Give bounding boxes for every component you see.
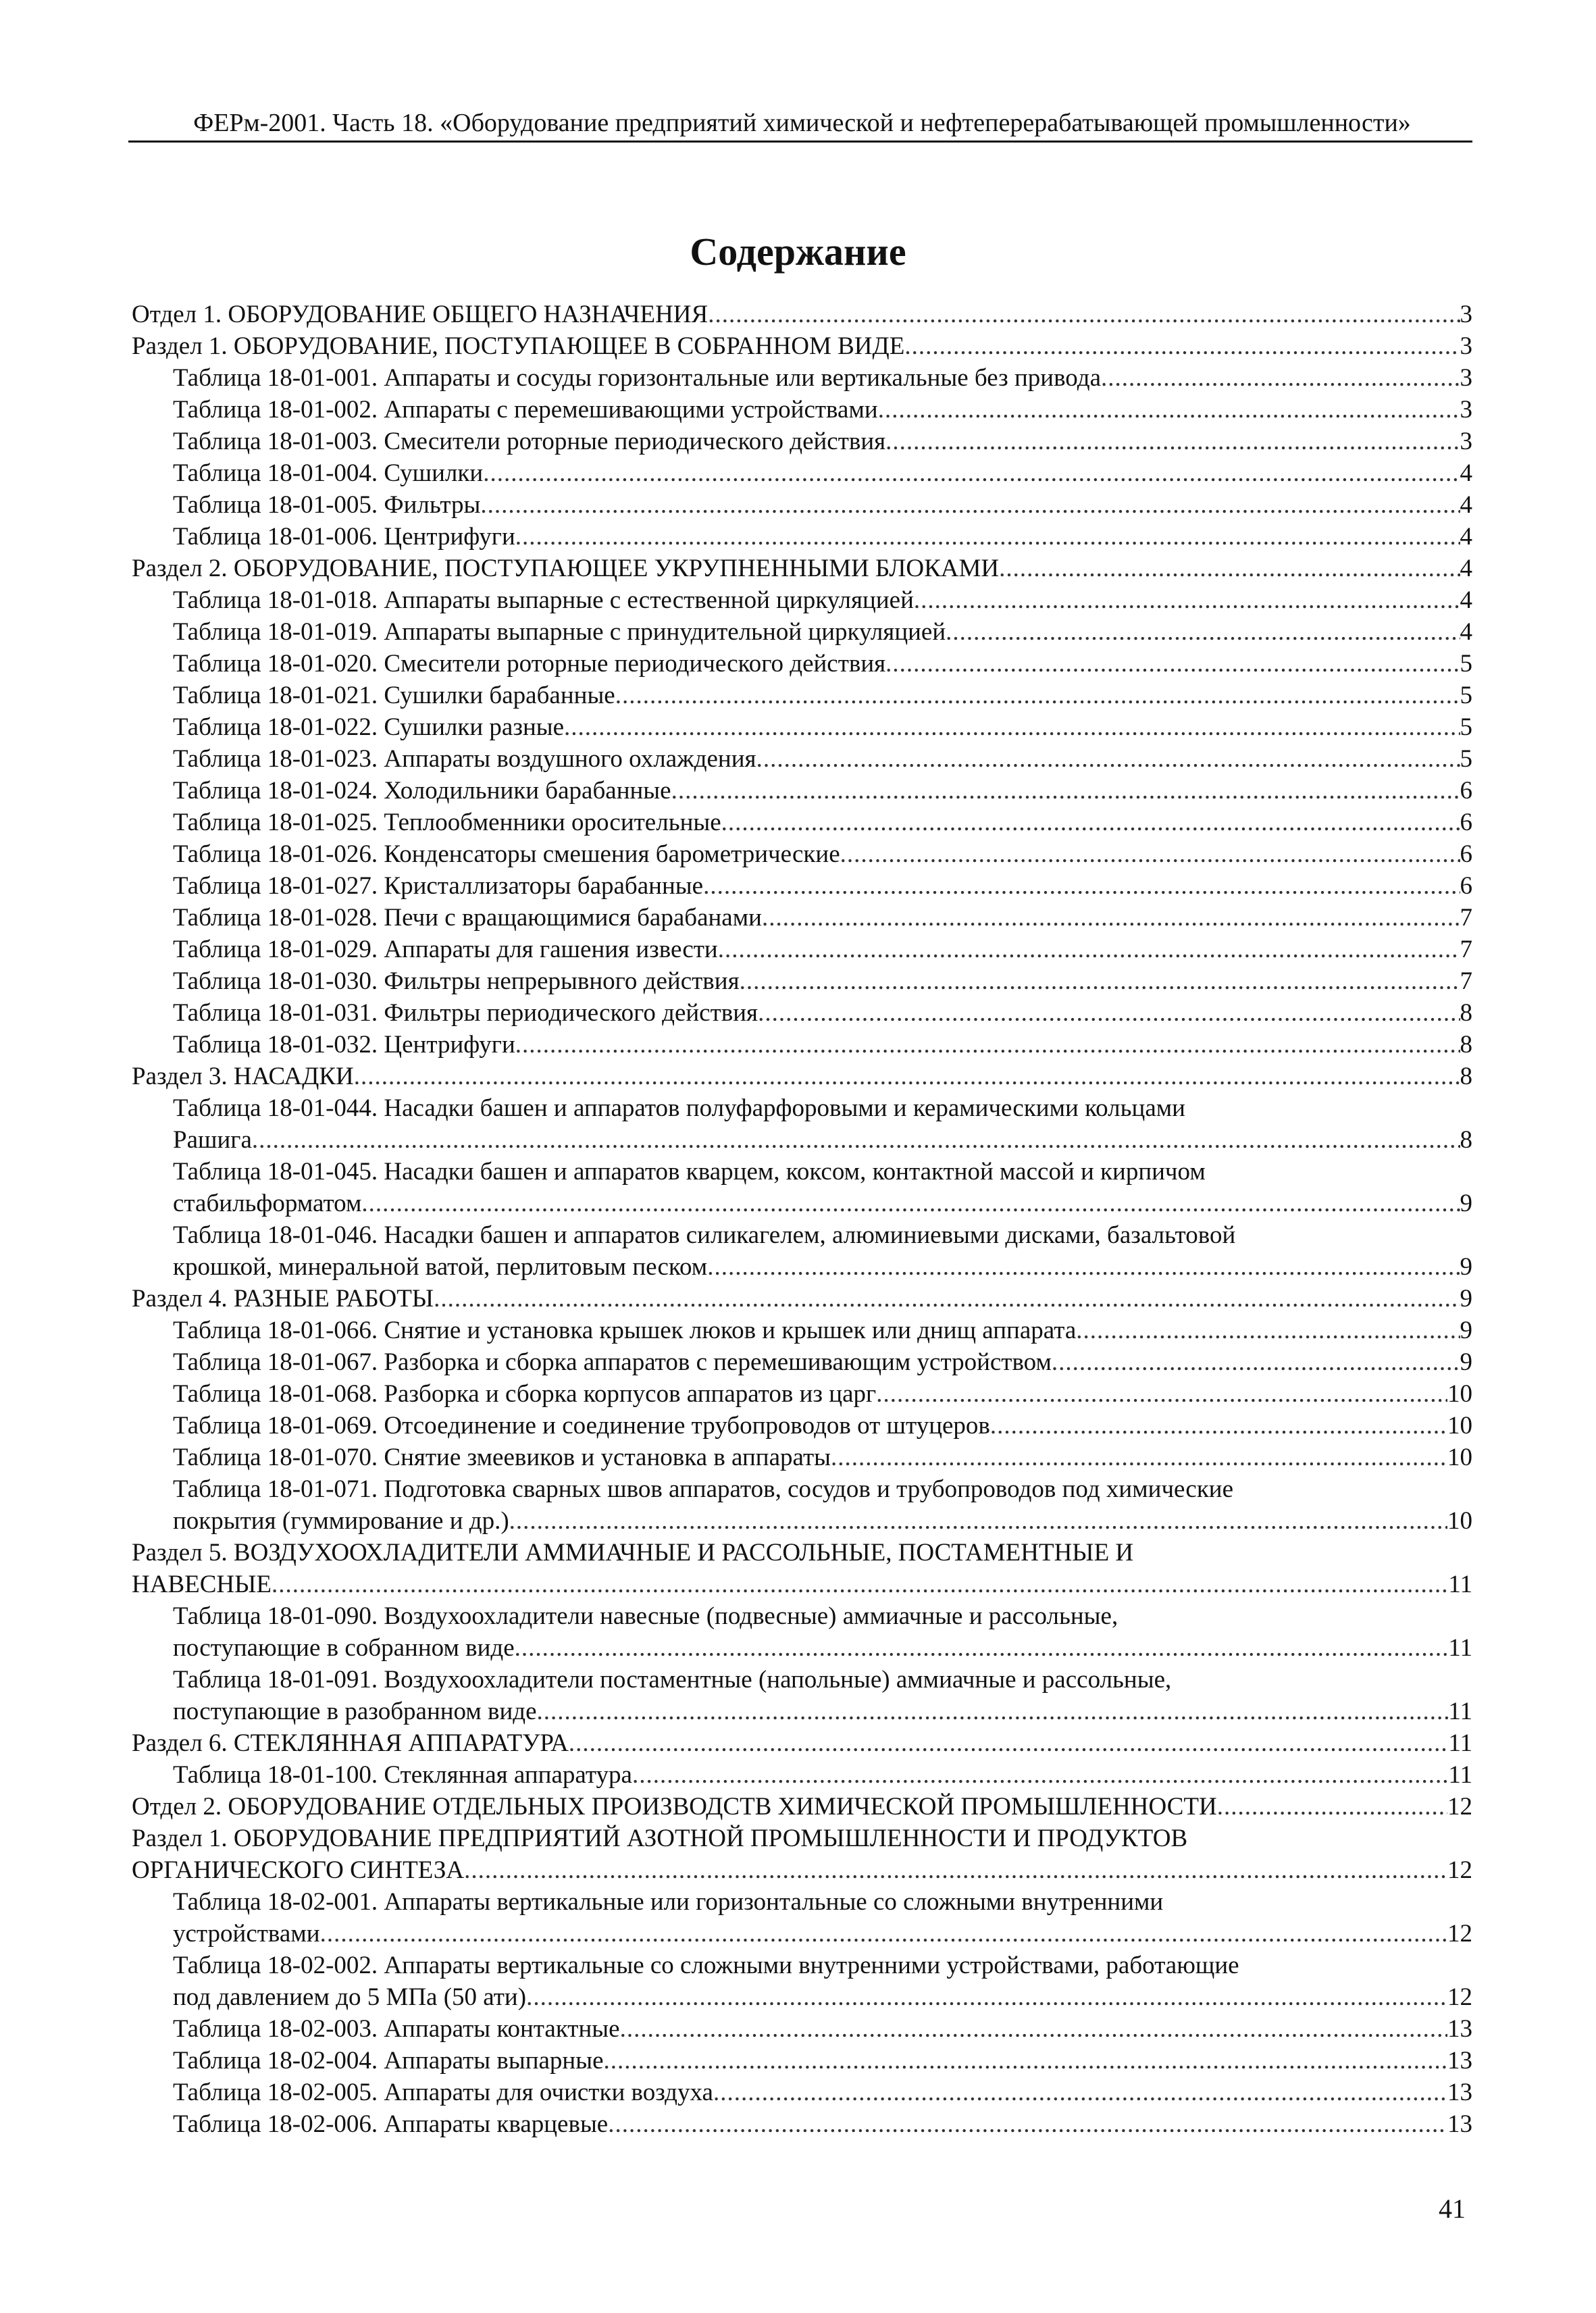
toc-page-number: 3 [1460, 428, 1472, 455]
dot-leader [718, 934, 1460, 965]
toc-entry-text: Таблица 18-01-005. Фильтры [173, 491, 481, 519]
toc-table-entry [0, 1378, 1596, 1410]
toc-line [0, 1664, 1472, 1696]
toc-entry-text: Таблица 18-02-002. Аппараты вертикальные со сложными внутренними устройствами, работающие [173, 1952, 1239, 1979]
toc-table-entry [0, 426, 1596, 457]
toc-line [0, 1696, 1472, 1727]
toc-page-number: 5 [1460, 650, 1472, 678]
toc-page-number: 6 [1460, 777, 1472, 805]
toc-line [0, 1759, 1472, 1791]
toc-table-entry [0, 743, 1596, 775]
toc-entry-text: Таблица 18-01-003. Смесители роторные периодического действия [173, 428, 886, 455]
toc-entry-text: Таблица 18-01-006. Центрифуги [173, 523, 515, 551]
toc-line [0, 362, 1472, 394]
toc-table-entry [0, 1092, 1596, 1156]
dot-leader [703, 870, 1460, 902]
dot-leader [707, 1251, 1460, 1283]
toc-page-number: 9 [1460, 1348, 1472, 1376]
toc-page-number: 4 [1460, 523, 1472, 551]
toc-table-entry [0, 1664, 1596, 1727]
toc-entry-text: НАВЕСНЫЕ [132, 1571, 272, 1598]
toc-line [0, 1442, 1472, 1473]
toc-section-entry [0, 299, 1596, 330]
dot-leader [708, 299, 1460, 330]
toc-entry-text: Таблица 18-02-006. Аппараты кварцевые [173, 2110, 609, 2138]
toc-section-entry [0, 330, 1596, 362]
dot-leader [483, 457, 1460, 489]
header-rule [128, 141, 1472, 143]
toc-table-entry [0, 521, 1596, 553]
toc-table-entry [0, 2045, 1596, 2077]
dot-leader [515, 1632, 1449, 1664]
toc-table-entry [0, 1950, 1596, 2013]
toc-entry-text: Таблица 18-01-027. Кристаллизаторы барабанные [173, 872, 704, 900]
toc-line [0, 1156, 1472, 1188]
dot-leader [1076, 1315, 1460, 1346]
toc-table-entry [0, 2108, 1596, 2140]
toc-line [0, 1315, 1472, 1346]
dot-leader [740, 965, 1460, 997]
toc-line [0, 1569, 1472, 1600]
toc-entry-text: покрытия (гуммирование и др.) [173, 1507, 509, 1535]
toc-entry-text: Таблица 18-02-005. Аппараты для очистки воздуха [173, 2079, 713, 2106]
toc-page-number: 13 [1447, 2015, 1472, 2043]
dot-leader [354, 1061, 1460, 1092]
toc-table-entry [0, 616, 1596, 648]
toc-line [0, 553, 1472, 584]
toc-section-entry [0, 1283, 1596, 1315]
toc-table-entry [0, 1759, 1596, 1791]
toc-table-entry [0, 2013, 1596, 2045]
toc-entry-text: Таблица 18-01-023. Аппараты воздушного охлаждения [173, 745, 756, 773]
toc-entry-text: Таблица 18-01-069. Отсоединение и соединение трубопроводов от штуцеров [173, 1412, 990, 1440]
toc-table-entry [0, 1156, 1596, 1219]
toc-entry-text: Таблица 18-01-001. Аппараты и сосуды горизонтальные или вертикальные без привода [173, 364, 1101, 392]
dot-leader [320, 1918, 1447, 1950]
toc-entry-text: под давлением до 5 МПа (50 ати) [173, 1983, 527, 2011]
toc-entry-text: Таблица 18-01-032. Центрифуги [173, 1031, 515, 1059]
toc-entry-text: поступающие в разобранном виде [173, 1698, 537, 1725]
dot-leader [537, 1696, 1449, 1727]
toc-line [0, 2045, 1472, 2077]
toc-page-number: 5 [1460, 682, 1472, 709]
toc-line [0, 521, 1472, 553]
dot-leader [272, 1569, 1448, 1600]
toc-entry-text: Таблица 18-01-045. Насадки башен и аппаратов кварцем, коксом, контактной массой и кирпичом [173, 1158, 1206, 1186]
toc-entry-text: Раздел 6. СТЕКЛЯННАЯ АППАРАТУРА [132, 1729, 569, 1757]
toc-line [0, 299, 1472, 330]
toc-line [0, 965, 1472, 997]
toc-line [0, 584, 1472, 616]
dot-leader [914, 584, 1460, 616]
toc-line [0, 1886, 1472, 1918]
toc-page-number: 4 [1460, 459, 1472, 487]
toc-line [0, 870, 1472, 902]
toc-entry-text: Раздел 1. ОБОРУДОВАНИЕ ПРЕДПРИЯТИЙ АЗОТНОЙ ПРОМЫШЛЕННОСТИ И ПРОДУКТОВ [132, 1825, 1188, 1852]
toc-page-number: 8 [1460, 1031, 1472, 1059]
toc-line [0, 2013, 1472, 2045]
toc-page-number: 11 [1448, 1761, 1472, 1789]
dot-leader [885, 426, 1460, 457]
toc-page-number: 7 [1460, 936, 1472, 963]
toc-entry-text: Таблица 18-02-003. Аппараты контактные [173, 2015, 620, 2043]
dot-leader [946, 616, 1460, 648]
toc-line [0, 2108, 1472, 2140]
toc-page-number: 11 [1448, 1729, 1472, 1757]
dot-leader [878, 394, 1460, 426]
toc-table-entry [0, 1886, 1596, 1950]
toc-entry-text: Таблица 18-01-066. Снятие и установка крышек люков и крышек или днищ аппарата [173, 1317, 1077, 1344]
toc-table-entry [0, 1029, 1596, 1061]
dot-leader [840, 838, 1460, 870]
toc-page-number: 13 [1447, 2110, 1472, 2138]
dot-leader [721, 807, 1460, 838]
dot-leader [904, 330, 1460, 362]
toc-line [0, 1283, 1472, 1315]
toc-page-number: 10 [1447, 1412, 1472, 1440]
toc-page-number: 9 [1460, 1190, 1472, 1217]
toc-line [0, 1378, 1472, 1410]
toc-line [0, 1505, 1472, 1537]
toc-entry-text: Таблица 18-02-001. Аппараты вертикальные или горизонтальные со сложными внутренними [173, 1888, 1164, 1916]
toc-line [0, 1124, 1472, 1156]
toc-line [0, 1981, 1472, 2013]
dot-leader [615, 680, 1460, 711]
toc-page-number: 6 [1460, 872, 1472, 900]
toc-entry-text: Таблица 18-02-004. Аппараты выпарные [173, 2047, 604, 2075]
dot-leader [758, 997, 1460, 1029]
toc-entry-text: Раздел 1. ОБОРУДОВАНИЕ, ПОСТУПАЮЩЕЕ В СОБРАННОМ ВИДЕ [132, 332, 905, 360]
page-title: Содержание [690, 230, 906, 274]
toc-page-number: 11 [1448, 1698, 1472, 1725]
toc-page-number: 9 [1460, 1253, 1472, 1281]
toc-line [0, 1727, 1472, 1759]
toc-entry-text: Таблица 18-01-021. Сушилки барабанные [173, 682, 615, 709]
toc-section-entry [0, 553, 1596, 584]
dot-leader [361, 1188, 1460, 1219]
toc-table-entry [0, 965, 1596, 997]
toc-line [0, 648, 1472, 680]
dot-leader [756, 743, 1460, 775]
toc-table-entry [0, 489, 1596, 521]
toc-line [0, 934, 1472, 965]
toc-table-entry [0, 680, 1596, 711]
toc-page-number: 6 [1460, 840, 1472, 868]
toc-page-number: 6 [1460, 809, 1472, 836]
toc-page-number: 10 [1447, 1507, 1472, 1535]
dot-leader [515, 521, 1460, 553]
toc-line [0, 711, 1472, 743]
dot-leader [604, 2045, 1447, 2077]
toc-entry-text: Таблица 18-01-071. Подготовка сварных швов аппаратов, сосудов и трубопроводов под химические [173, 1475, 1234, 1503]
toc-page-number: 11 [1448, 1571, 1472, 1598]
toc-page-number: 7 [1460, 967, 1472, 995]
toc-entry-text: Таблица 18-01-025. Теплообменники оросительные [173, 809, 721, 836]
dot-leader [999, 553, 1460, 584]
dot-leader [434, 1283, 1460, 1315]
toc-section-entry [0, 1061, 1596, 1092]
toc-entry-text: Таблица 18-01-024. Холодильники барабанные [173, 777, 671, 805]
toc-table-entry [0, 807, 1596, 838]
toc-entry-text: Таблица 18-01-029. Аппараты для гашения извести [173, 936, 718, 963]
toc-page-number: 10 [1447, 1444, 1472, 1471]
toc-entry-text: крошкой, минеральной ватой, перлитовым песком [173, 1253, 708, 1281]
toc-line [0, 489, 1472, 521]
toc-line [0, 1029, 1472, 1061]
toc-page-number: 3 [1460, 396, 1472, 424]
toc-entry-text: Таблица 18-01-070. Снятие змеевиков и установка в аппараты [173, 1444, 831, 1471]
toc-entry-text: Таблица 18-01-026. Конденсаторы смешения барометрические [173, 840, 840, 868]
dot-leader [762, 902, 1460, 934]
dot-leader [713, 2077, 1447, 2108]
toc-page-number: 12 [1447, 1856, 1472, 1884]
toc-line [0, 394, 1472, 426]
toc-page-number: 4 [1460, 491, 1472, 519]
toc-page-number: 3 [1460, 364, 1472, 392]
toc-entry-text: Таблица 18-01-018. Аппараты выпарные с естественной циркуляцией [173, 586, 914, 614]
toc-line [0, 680, 1472, 711]
running-header: ФЕРм-2001. Часть 18. «Оборудование предприятий химической и нефтеперерабатывающей промышленности» [193, 109, 1411, 137]
toc-entry-text: Таблица 18-01-004. Сушилки [173, 459, 484, 487]
toc-table-entry [0, 1600, 1596, 1664]
toc-entry-text: Таблица 18-01-044. Насадки башен и аппаратов полуфарфоровыми и керамическими кольцами [173, 1094, 1185, 1122]
toc-entry-text: Таблица 18-01-031. Фильтры периодического действия [173, 999, 758, 1027]
toc-table-entry [0, 838, 1596, 870]
toc-line [0, 1791, 1472, 1823]
toc-entry-text: Таблица 18-01-068. Разборка и сборка корпусов аппаратов из царг [173, 1380, 877, 1408]
toc-line [0, 1537, 1472, 1569]
toc-page-number: 11 [1448, 1634, 1472, 1662]
toc-page-number: 8 [1460, 999, 1472, 1027]
toc-entry-text: Таблица 18-01-091. Воздухоохладители постаментные (напольные) аммиачные и рассольные, [173, 1666, 1172, 1694]
toc-table-entry [0, 1410, 1596, 1442]
toc-entry-text: Отдел 2. ОБОРУДОВАНИЕ ОТДЕЛЬНЫХ ПРОИЗВОДСТВ ХИМИЧЕСКОЙ ПРОМЫШЛЕННОСТИ [132, 1793, 1217, 1821]
toc-table-entry [0, 648, 1596, 680]
toc-line [0, 1473, 1472, 1505]
toc-table-entry [0, 902, 1596, 934]
toc-page-number: 7 [1460, 904, 1472, 932]
dot-leader [876, 1378, 1447, 1410]
toc-line [0, 1632, 1472, 1664]
toc-page-number: 12 [1447, 1793, 1472, 1821]
toc-section-entry [0, 1727, 1596, 1759]
toc-entry-text: Раздел 2. ОБОРУДОВАНИЕ, ПОСТУПАЮЩЕЕ УКРУПНЕННЫМИ БЛОКАМИ [132, 555, 1000, 582]
toc-table-entry [0, 711, 1596, 743]
toc-entry-text: поступающие в собранном виде [173, 1634, 515, 1662]
toc-line [0, 1854, 1472, 1886]
toc-line [0, 743, 1472, 775]
toc-entry-text: ОРГАНИЧЕСКОГО СИНТЕЗА [132, 1856, 465, 1884]
toc-entry-text: Таблица 18-01-046. Насадки башен и аппаратов силикагелем, алюминиевыми дисками, базальтовой [173, 1221, 1236, 1249]
toc-entry-text: Таблица 18-01-020. Смесители роторные периодического действия [173, 650, 886, 678]
toc-entry-text: Раздел 3. НАСАДКИ [132, 1063, 354, 1090]
toc-line [0, 1346, 1472, 1378]
toc-line [0, 807, 1472, 838]
toc-table-entry [0, 934, 1596, 965]
toc-page-number: 8 [1460, 1063, 1472, 1090]
dot-leader [526, 1981, 1447, 2013]
dot-leader [620, 2013, 1447, 2045]
toc-line [0, 838, 1472, 870]
toc-table-entry [0, 1315, 1596, 1346]
toc-entry-text: Отдел 1. ОБОРУДОВАНИЕ ОБЩЕГО НАЗНАЧЕНИЯ [132, 301, 709, 328]
toc-table-entry [0, 1442, 1596, 1473]
toc-page-number: 4 [1460, 618, 1472, 646]
dot-leader [564, 711, 1460, 743]
page-number: 41 [1439, 2193, 1466, 2224]
toc-page-number: 5 [1460, 745, 1472, 773]
toc-table-entry [0, 2077, 1596, 2108]
toc-section-entry [0, 1791, 1596, 1823]
toc-line [0, 1918, 1472, 1950]
toc-line [0, 997, 1472, 1029]
dot-leader [1217, 1791, 1447, 1823]
toc-page-number: 12 [1447, 1920, 1472, 1948]
toc-section-entry [0, 1823, 1596, 1886]
toc-entry-text: Таблица 18-01-090. Воздухоохладители навесные (подвесные) аммиачные и рассольные, [173, 1602, 1118, 1630]
toc-entry-text: Раздел 4. РАЗНЫЕ РАБОТЫ [132, 1285, 434, 1313]
toc-page-number: 4 [1460, 586, 1472, 614]
toc-entry-text: Таблица 18-01-002. Аппараты с перемешивающими устройствами [173, 396, 878, 424]
toc-line [0, 902, 1472, 934]
toc-page-number: 9 [1460, 1317, 1472, 1344]
toc-line [0, 1092, 1472, 1124]
toc-entry-text: Таблица 18-01-019. Аппараты выпарные с принудительной циркуляцией [173, 618, 946, 646]
toc-table-entry [0, 870, 1596, 902]
toc-line [0, 1823, 1472, 1854]
toc-entry-text: Таблица 18-01-030. Фильтры непрерывного действия [173, 967, 740, 995]
dot-leader [885, 648, 1460, 680]
toc-page-number: 3 [1460, 301, 1472, 328]
toc-table-entry [0, 1219, 1596, 1283]
toc-line [0, 426, 1472, 457]
toc-line [0, 330, 1472, 362]
dot-leader [515, 1029, 1460, 1061]
toc-entry-text: Таблица 18-01-022. Сушилки разные [173, 713, 565, 741]
toc-page-number: 3 [1460, 332, 1472, 360]
toc-entry-text: Таблица 18-01-100. Стеклянная аппаратура [173, 1761, 632, 1789]
toc-table-entry [0, 457, 1596, 489]
toc-page-number: 4 [1460, 555, 1472, 582]
toc-entry-text: устройствами [173, 1920, 320, 1948]
toc-table-entry [0, 997, 1596, 1029]
toc-section-entry [0, 1537, 1596, 1600]
toc-page-number: 13 [1447, 2079, 1472, 2106]
toc-page-number: 12 [1447, 1983, 1472, 2011]
toc-page-number: 10 [1447, 1380, 1472, 1408]
toc-line [0, 1251, 1472, 1283]
toc-entry-text: Раздел 5. ВОЗДУХООХЛАДИТЕЛИ АММИАЧНЫЕ И РАССОЛЬНЫЕ, ПОСТАМЕНТНЫЕ И [132, 1539, 1134, 1567]
toc-table-entry [0, 1346, 1596, 1378]
toc-table-entry [0, 1473, 1596, 1537]
table-of-contents [0, 299, 1596, 2140]
dot-leader [480, 489, 1460, 521]
toc-page-number: 8 [1460, 1126, 1472, 1154]
toc-line [0, 457, 1472, 489]
dot-leader [1101, 362, 1460, 394]
dot-leader [831, 1442, 1447, 1473]
toc-line [0, 616, 1472, 648]
dot-leader [632, 1759, 1448, 1791]
toc-line [0, 2077, 1472, 2108]
toc-entry-text: Таблица 18-01-028. Печи с вращающимися барабанами [173, 904, 762, 932]
toc-table-entry [0, 394, 1596, 426]
dot-leader [990, 1410, 1447, 1442]
toc-line [0, 1219, 1472, 1251]
toc-line [0, 1188, 1472, 1219]
dot-leader [1052, 1346, 1460, 1378]
toc-page-number: 5 [1460, 713, 1472, 741]
dot-leader [509, 1505, 1447, 1537]
dot-leader [608, 2108, 1447, 2140]
dot-leader [671, 775, 1460, 807]
toc-table-entry [0, 775, 1596, 807]
toc-entry-text: стабильформатом [173, 1190, 362, 1217]
toc-entry-text: Рашига [173, 1126, 252, 1154]
toc-table-entry [0, 362, 1596, 394]
toc-line [0, 775, 1472, 807]
toc-line [0, 1061, 1472, 1092]
toc-entry-text: Таблица 18-01-067. Разборка и сборка аппаратов с перемешивающим устройством [173, 1348, 1052, 1376]
toc-page-number: 13 [1447, 2047, 1472, 2075]
toc-line [0, 1600, 1472, 1632]
toc-table-entry [0, 584, 1596, 616]
dot-leader [569, 1727, 1448, 1759]
dot-leader [252, 1124, 1460, 1156]
toc-line [0, 1410, 1472, 1442]
dot-leader [464, 1854, 1447, 1886]
toc-line [0, 1950, 1472, 1981]
toc-page-number: 9 [1460, 1285, 1472, 1313]
